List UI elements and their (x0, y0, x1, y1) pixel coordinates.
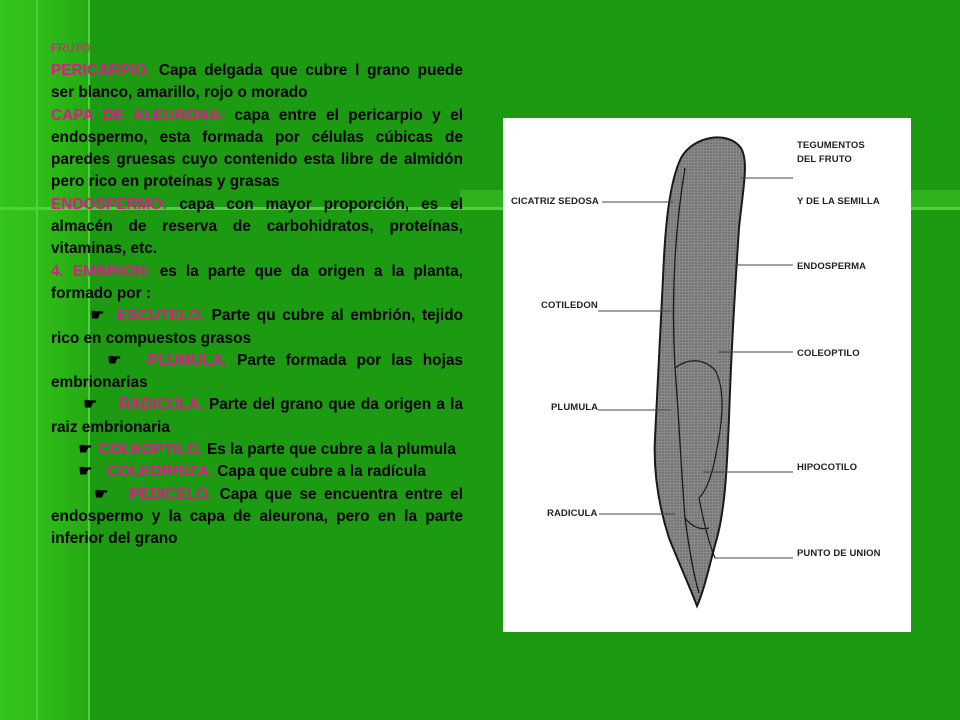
label-de-la-semilla: Y DE LA SEMILLA (797, 196, 880, 207)
bullet-coleoptilo (51, 439, 463, 461)
paragraph-pericarpio (51, 60, 463, 105)
label-cicatriz-sedosa: CICATRIZ SEDOSA (511, 196, 599, 207)
label-hipocotilo: HIPOCOTILO (797, 462, 858, 473)
label-endosperma: ENDOSPERMA (797, 261, 867, 272)
grain-shape (655, 137, 745, 606)
term: PLUMULA. (147, 351, 228, 369)
paragraph-endospermo (51, 194, 463, 261)
label-plumula: PLUMULA (551, 402, 599, 413)
slide-heading: FRUTO. (51, 43, 94, 55)
label-radicula: RADICULA (547, 508, 598, 519)
pointing-hand-icon: ☛ (90, 307, 105, 325)
term: COLEOPTILO. (98, 441, 203, 459)
pointing-hand-icon: ☛ (94, 485, 109, 503)
definition: Capa que cubre a la radícula (212, 463, 426, 481)
definition: Capa delgada que cubre l grano puede ser blanco, amarillo, rojo o morado (51, 62, 463, 102)
definition: capa entre el pericarpio y el endospermo, esta formada por células cúbicas de paredes gruesas cuyo contenido esta libre de almidón pero rico en proteínas y grasas (51, 106, 464, 191)
term: COLEORRIZA. (106, 463, 213, 481)
label-tegumentos: TEGUMENTOS (797, 140, 865, 151)
bullet-coleorriza (51, 461, 463, 483)
term: PERICARPIO. (51, 62, 152, 79)
label-del-fruto: DEL FRUTO (797, 154, 852, 165)
term: RADICULA. (119, 396, 204, 414)
term: ESCUTELO. (116, 307, 205, 325)
definition: es la parte que da origen a la planta, formado por : (51, 262, 463, 302)
label-coleoptilo: COLEOPTILO (797, 348, 860, 359)
definition: Parte del grano que da origen a la raiz embrionaria (51, 396, 463, 436)
definition: capa con mayor proporción, es el almacén de reserva de carbohidratos, proteínas, vitaminas, etc. (51, 195, 463, 258)
slide-text (51, 38, 463, 551)
pointing-hand-icon: ☛ (78, 463, 93, 481)
pointing-hand-icon: ☛ (107, 351, 122, 369)
grain-diagram (503, 118, 911, 632)
definition: Parte qu cubre al embrión, tejido rico en compuestos grasos (51, 307, 463, 347)
background-stripe (36, 0, 38, 720)
bullet-radicula (51, 394, 463, 439)
label-punto-de-union: PUNTO DE UNION (797, 548, 881, 559)
definition: Capa que se encuentra entre el endospermo y la capa de aleurona, pero en la parte inferior del grano (51, 485, 463, 548)
term: ENDOSPERMO: (51, 195, 168, 213)
label-cotiledon: COTILEDON (541, 300, 598, 311)
term: 4. EMBRION: (51, 262, 151, 280)
paragraph-aleurona (51, 105, 463, 194)
term: CAPA DE ALEURONA: (51, 106, 225, 124)
grain-diagram-svg (503, 118, 911, 632)
term: PEDICELO. (129, 485, 213, 503)
bullet-plumula (51, 350, 463, 395)
paragraph-embrion (51, 261, 463, 306)
pointing-hand-icon: ☛ (83, 396, 98, 414)
bullet-escutelo (51, 305, 463, 350)
definition: Es la parte que cubre a la plumula (202, 441, 456, 459)
definition: Parte formada por las hojas embrionarias (51, 351, 463, 392)
pointing-hand-icon: ☛ (78, 441, 93, 459)
bullet-pedicelo (51, 484, 463, 551)
